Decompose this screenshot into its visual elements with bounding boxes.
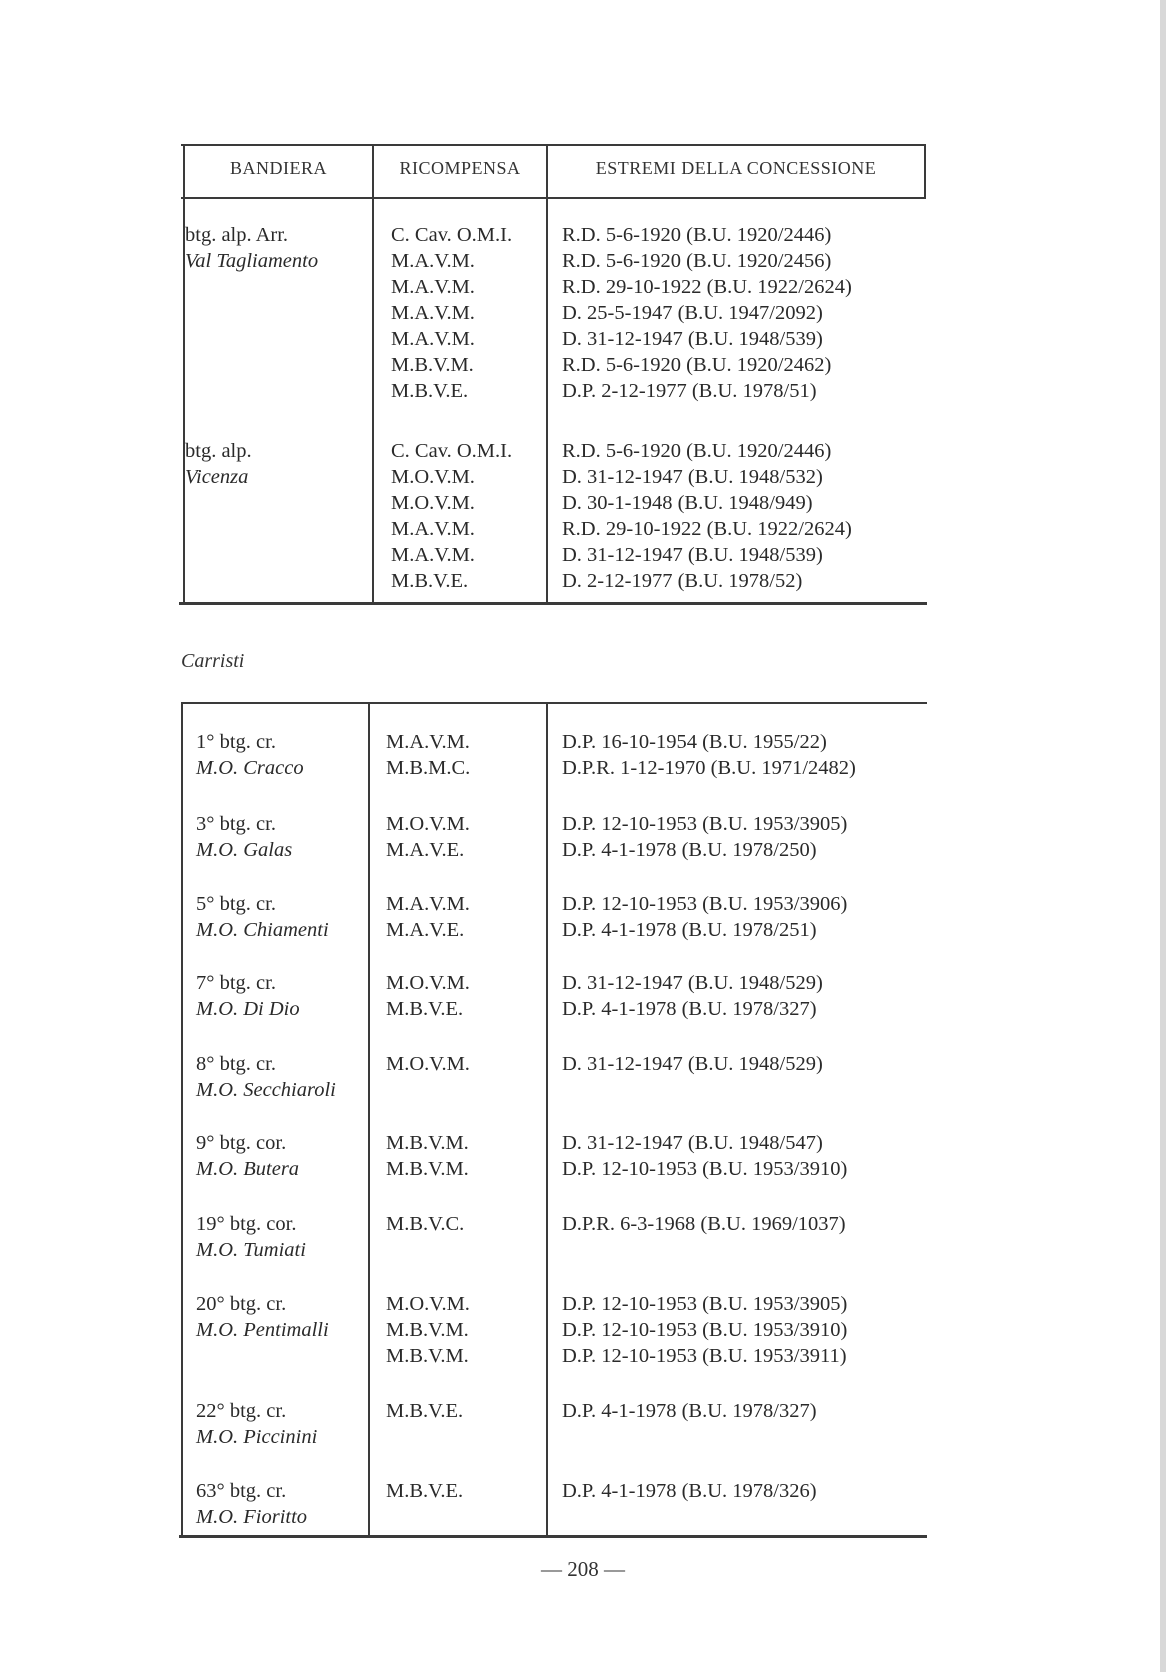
- unit-title: Val Tagliamento: [185, 250, 319, 272]
- award: M.A.V.M.: [386, 893, 470, 915]
- concession-ref: D. 31-12-1947 (B.U. 1948/532): [562, 466, 823, 488]
- table2-row-0-awards-cell: [386, 729, 470, 781]
- concession-ref: D. 25-5-1947 (B.U. 1947/2092): [562, 302, 823, 324]
- concession-ref: D.P. 4-1-1978 (B.U. 1978/251): [562, 919, 817, 941]
- unit-name: 19° btg. cor.: [196, 1213, 297, 1235]
- concession-ref: D. 31-12-1947 (B.U. 1948/529): [562, 1053, 823, 1075]
- unit-name: 5° btg. cr.: [196, 893, 276, 915]
- concession-ref: D.P. 4-1-1978 (B.U. 1978/250): [562, 839, 817, 861]
- award: M.A.V.M.: [391, 328, 475, 350]
- table2-top-rule: [181, 702, 927, 704]
- award: M.B.V.M.: [386, 1319, 469, 1341]
- concession-ref: R.D. 5-6-1920 (B.U. 1920/2446): [562, 224, 832, 246]
- table2-row-1-unit-cell: [196, 811, 292, 863]
- award: M.A.V.E.: [386, 839, 465, 861]
- concession-ref: D. 2-12-1977 (B.U. 1978/52): [562, 570, 803, 592]
- table2-row-4-unit-cell: [196, 1051, 336, 1103]
- table1-left-rule: [183, 144, 185, 604]
- award: M.B.V.E.: [391, 380, 469, 402]
- table2-row-7-refs-cell: [562, 1291, 847, 1369]
- table1-bottom-rule: [179, 602, 927, 605]
- table2-row-8-unit-cell: [196, 1398, 317, 1450]
- unit-title: M.O. Butera: [196, 1158, 300, 1180]
- table2-row-1-refs-cell: [562, 811, 847, 863]
- unit-title: M.O. Secchiaroli: [196, 1079, 336, 1101]
- concession-ref: D.P. 12-10-1953 (B.U. 1953/3910): [562, 1158, 848, 1180]
- award: M.B.V.M.: [386, 1132, 469, 1154]
- table2-row-0-refs-cell: [562, 729, 856, 781]
- table2-row-3-unit-cell: [196, 970, 300, 1022]
- table2-col-divider-1: [368, 702, 370, 1537]
- table1-row-0-awards-cell: [391, 222, 512, 404]
- concession-ref: D.P. 4-1-1978 (B.U. 1978/327): [562, 998, 817, 1020]
- concession-ref: R.D. 5-6-1920 (B.U. 1920/2456): [562, 250, 832, 272]
- table1-col-divider-1: [372, 144, 374, 604]
- table2-row-4-awards-cell: [386, 1051, 470, 1077]
- unit-title: M.O. Piccinini: [196, 1426, 318, 1448]
- award: M.B.V.C.: [386, 1213, 465, 1235]
- unit-name: 1° btg. cr.: [196, 731, 276, 753]
- table1-header-rule: [181, 197, 926, 199]
- award: M.A.V.E.: [386, 919, 465, 941]
- concession-ref: D.P.R. 6-3-1968 (B.U. 1969/1037): [562, 1213, 846, 1235]
- page-number: — 208 —: [541, 1557, 625, 1581]
- concession-ref: D. 30-1-1948 (B.U. 1948/949): [562, 492, 813, 514]
- table2-row-8-awards-cell: [386, 1398, 463, 1424]
- table2-row-0-unit-cell: [196, 729, 304, 781]
- table1-row-1-unit-cell: [185, 438, 252, 490]
- table2-bottom-rule: [179, 1535, 927, 1538]
- unit-name: 20° btg. cr.: [196, 1293, 287, 1315]
- table2-row-2-refs-cell: [562, 891, 847, 943]
- unit-name: 7° btg. cr.: [196, 972, 276, 994]
- award: C. Cav. O.M.I.: [391, 224, 513, 246]
- table2-row-9-awards-cell: [386, 1478, 463, 1504]
- table2-row-3-awards-cell: [386, 970, 470, 1022]
- unit-title: M.O. Cracco: [196, 757, 304, 779]
- table2-row-2-unit-cell: [196, 891, 329, 943]
- award: M.A.V.M.: [391, 302, 475, 324]
- unit-name: btg. alp.: [185, 440, 252, 462]
- concession-ref: D.P. 4-1-1978 (B.U. 1978/327): [562, 1400, 817, 1422]
- table2-row-8-refs-cell: [562, 1398, 817, 1424]
- unit-title: M.O. Chiamenti: [196, 919, 329, 941]
- unit-name: 9° btg. cor.: [196, 1132, 287, 1154]
- unit-name: 3° btg. cr.: [196, 813, 276, 835]
- unit-title: M.O. Di Dio: [196, 998, 300, 1020]
- award: M.O.V.M.: [386, 1053, 470, 1075]
- concession-ref: D.P. 12-10-1953 (B.U. 1953/3910): [562, 1319, 848, 1341]
- table2-row-9-refs-cell: [562, 1478, 817, 1504]
- concession-ref: D. 31-12-1947 (B.U. 1948/547): [562, 1132, 823, 1154]
- table2-col-divider-2: [546, 702, 548, 1537]
- table2-left-rule: [181, 702, 183, 1537]
- unit-title: Vicenza: [185, 466, 249, 488]
- table2-row-5-unit-cell: [196, 1130, 299, 1182]
- table2-row-7-unit-cell: [196, 1291, 329, 1343]
- award: M.O.V.M.: [391, 492, 475, 514]
- award: M.A.V.M.: [386, 731, 470, 753]
- unit-name: btg. alp. Arr.: [185, 224, 289, 246]
- table1-row-1-refs-cell: [562, 438, 852, 594]
- unit-name: 8° btg. cr.: [196, 1053, 276, 1075]
- award: M.B.V.M.: [386, 1345, 469, 1367]
- concession-ref: D.P. 12-10-1953 (B.U. 1953/3905): [562, 1293, 848, 1315]
- award: M.A.V.M.: [391, 544, 475, 566]
- award: M.B.V.E.: [391, 570, 469, 592]
- award: M.O.V.M.: [391, 466, 475, 488]
- award: M.B.V.M.: [386, 1158, 469, 1180]
- table2-row-9-unit-cell: [196, 1478, 307, 1530]
- table2-row-4-refs-cell: [562, 1051, 823, 1077]
- table1-row-1-awards-cell: [391, 438, 512, 594]
- table2-row-2-awards-cell: [386, 891, 470, 943]
- concession-ref: D.P. 12-10-1953 (B.U. 1953/3905): [562, 813, 848, 835]
- concession-ref: D.P. 4-1-1978 (B.U. 1978/326): [562, 1480, 817, 1502]
- unit-title: M.O. Pentimalli: [196, 1319, 329, 1341]
- concession-ref: R.D. 5-6-1920 (B.U. 1920/2446): [562, 440, 832, 462]
- header-bandiera: BANDIERA: [230, 158, 327, 178]
- table1-row-0-unit-cell: [185, 222, 318, 274]
- concession-ref: D.P. 12-10-1953 (B.U. 1953/3911): [562, 1345, 847, 1367]
- unit-title: M.O. Fioritto: [196, 1506, 308, 1528]
- award: C. Cav. O.M.I.: [391, 440, 513, 462]
- award: M.A.V.M.: [391, 250, 475, 272]
- award: M.B.V.M.: [391, 354, 474, 376]
- award: M.O.V.M.: [386, 1293, 470, 1315]
- table2-row-6-awards-cell: [386, 1211, 464, 1237]
- concession-ref: D. 31-12-1947 (B.U. 1948/539): [562, 544, 823, 566]
- concession-ref: R.D. 29-10-1922 (B.U. 1922/2624): [562, 276, 852, 298]
- table1-row-0-refs-cell: [562, 222, 852, 404]
- table2-row-5-awards-cell: [386, 1130, 469, 1182]
- concession-ref: D. 31-12-1947 (B.U. 1948/539): [562, 328, 823, 350]
- award: M.B.M.C.: [386, 757, 471, 779]
- header-ricompensa: RICOMPENSA: [399, 158, 521, 178]
- award: M.B.V.E.: [386, 1480, 464, 1502]
- header-estremi: ESTREMI DELLA CONCESSIONE: [595, 158, 877, 178]
- table2-row-3-refs-cell: [562, 970, 823, 1022]
- concession-ref: D.P. 16-10-1954 (B.U. 1955/22): [562, 731, 827, 753]
- table1-right-rule: [924, 144, 926, 198]
- table2-row-5-refs-cell: [562, 1130, 847, 1182]
- section-title: Carristi: [181, 650, 245, 672]
- unit-title: M.O. Tumiati: [196, 1239, 306, 1261]
- concession-ref: D.P. 2-12-1977 (B.U. 1978/51): [562, 380, 817, 402]
- concession-ref: D.P. 12-10-1953 (B.U. 1953/3906): [562, 893, 848, 915]
- unit-title: M.O. Galas: [196, 839, 293, 861]
- concession-ref: D. 31-12-1947 (B.U. 1948/529): [562, 972, 823, 994]
- table2-row-6-unit-cell: [196, 1211, 306, 1263]
- table2-row-1-awards-cell: [386, 811, 470, 863]
- award: M.O.V.M.: [386, 813, 470, 835]
- table2-row-6-refs-cell: [562, 1211, 846, 1237]
- unit-name: 63° btg. cr.: [196, 1480, 287, 1502]
- award: M.B.V.E.: [386, 998, 464, 1020]
- table2-row-7-awards-cell: [386, 1291, 470, 1369]
- table1-top-rule: [181, 144, 926, 146]
- concession-ref: R.D. 29-10-1922 (B.U. 1922/2624): [562, 518, 852, 540]
- concession-ref: D.P.R. 1-12-1970 (B.U. 1971/2482): [562, 757, 856, 779]
- table1-col-divider-2: [546, 144, 548, 604]
- award: M.A.V.M.: [391, 518, 475, 540]
- concession-ref: R.D. 5-6-1920 (B.U. 1920/2462): [562, 354, 832, 376]
- award: M.O.V.M.: [386, 972, 470, 994]
- award: M.B.V.E.: [386, 1400, 464, 1422]
- unit-name: 22° btg. cr.: [196, 1400, 287, 1422]
- award: M.A.V.M.: [391, 276, 475, 298]
